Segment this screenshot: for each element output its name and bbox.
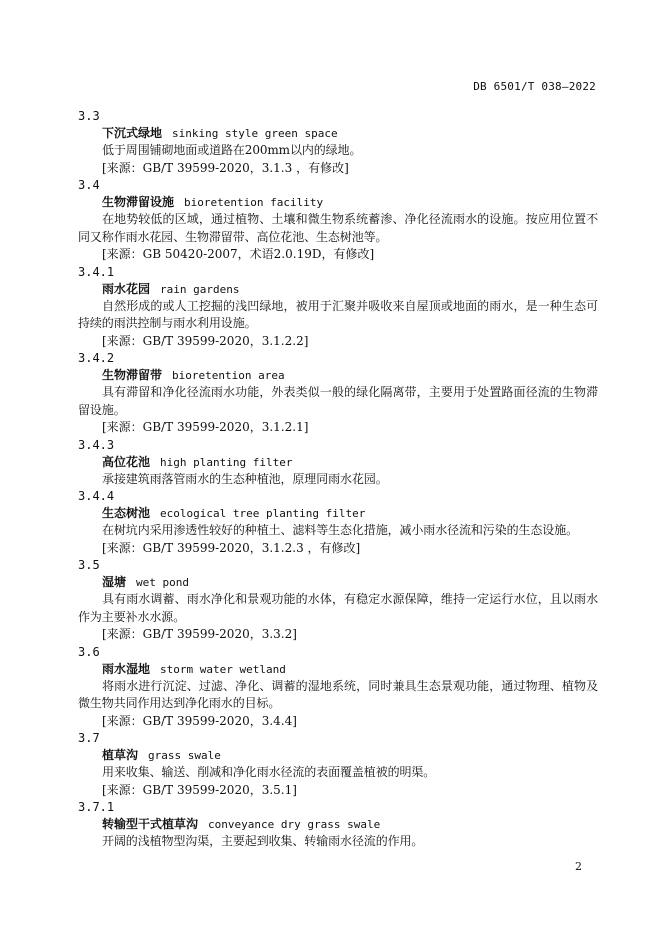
term-source: [来源：GB/T 39599-2020，3.1.2.2] — [102, 333, 309, 348]
term-number: 3.4.3 — [78, 437, 115, 452]
term-number: 3.4.4 — [78, 489, 115, 503]
term-number: 3.7.1 — [78, 800, 115, 814]
term-english: rain gardens — [160, 282, 240, 296]
term-source: [来源：GB/T 39599-2020，3.1.3 ，有修改] — [102, 160, 349, 175]
term-entry — [78, 730, 598, 799]
term-source: [来源：GB/T 39599-2020，3.4.4] — [102, 713, 297, 728]
term-source: [来源：GB 50420-2007，术语2.0.19D，有修改] — [102, 247, 375, 261]
term-heading — [78, 661, 598, 678]
term-definition: 具有滞留和净化径流雨水功能，外表类似一般的绿化隔离带，主要用于处置路面径流的生物滞留设施。 — [78, 385, 598, 417]
term-english: wet pond — [136, 576, 189, 589]
term-number: 3.5 — [78, 558, 100, 572]
term-definition: 开阔的浅植物型沟渠，主要起到收集、转输雨水径流的作用。 — [102, 834, 424, 848]
term-definition: 用来收集、输送、削减和净化雨水径流的表面覆盖植被的明渠。 — [102, 765, 436, 779]
term-chinese: 雨水花园 — [102, 281, 151, 296]
term-definition: 承接建筑雨落管雨水的生态种植池，原理同雨水花园。 — [102, 471, 388, 486]
document-code-header: DB 6501/T 038—2022 — [473, 80, 596, 93]
term-source: [来源：GB/T 39599-2020，3.5.1] — [102, 782, 297, 797]
term-entry — [78, 557, 598, 644]
term-number: 3.7 — [78, 731, 100, 745]
term-chinese: 下沉式绿地 — [102, 126, 163, 140]
term-definition: 低于周围铺砌地面或道路在200mm以内的绿地。 — [102, 143, 362, 157]
term-heading — [78, 505, 598, 522]
term-entry — [78, 264, 598, 351]
term-definition: 具有雨水调蓄、雨水净化和景观功能的水体，有稳定水源保障，维持一定运行水位，且以雨水作为主要补水水源。 — [78, 592, 598, 624]
term-english: high planting filter — [160, 455, 293, 469]
term-number: 3.3 — [78, 109, 100, 123]
term-source: [来源：GB/T 39599-2020，3.3.2] — [102, 627, 297, 641]
term-chinese: 转输型干式植草沟 — [102, 817, 199, 831]
term-heading — [78, 747, 598, 764]
term-chinese: 湿塘 — [102, 575, 127, 589]
term-chinese: 植草沟 — [102, 748, 139, 762]
term-definition: 自然形成的或人工挖掘的浅凹绿地，被用于汇聚并吸收来自屋顶或地面的雨水，是一种生态可持续的雨洪控制与雨水利用设施。 — [78, 298, 598, 330]
term-number: 3.4.1 — [78, 264, 115, 279]
term-chinese: 高位花池 — [102, 454, 151, 469]
term-chinese: 生态树池 — [102, 506, 151, 520]
term-english: grass swale — [148, 749, 221, 762]
term-chinese: 生物滞留带 — [102, 368, 163, 382]
term-heading — [78, 816, 598, 833]
term-heading — [78, 574, 598, 591]
term-heading — [78, 454, 598, 471]
term-chinese: 生物滞留设施 — [102, 195, 175, 209]
term-english: bioretention area — [172, 369, 285, 382]
term-english: ecological tree planting filter — [160, 507, 366, 520]
term-heading — [78, 367, 598, 384]
term-english: conveyance dry grass swale — [208, 818, 381, 831]
terms-list — [78, 108, 598, 851]
term-entry — [78, 799, 598, 851]
term-definition: 将雨水进行沉淀、过滤、净化、调蓄的湿地系统，同时兼具生态景观功能，通过物理、植物及微生物共同作用达到净化雨水的目标。 — [78, 678, 598, 710]
term-heading — [78, 281, 598, 298]
term-source: [来源：GB/T 39599-2020，3.1.2.3 ，有修改] — [102, 540, 361, 555]
term-heading — [78, 194, 598, 211]
term-english: bioretention facility — [184, 196, 324, 209]
term-definition: 在树坑内采用渗透性较好的种植土、滤料等生态化措施，减小雨水径流和污染的生态设施。 — [102, 523, 579, 537]
term-entry — [78, 488, 598, 557]
term-english: sinking style green space — [172, 127, 338, 140]
page-number: 2 — [575, 860, 582, 873]
term-heading — [78, 125, 598, 142]
term-entry — [78, 437, 598, 489]
term-number: 3.4.2 — [78, 351, 115, 365]
term-number: 3.4 — [78, 178, 100, 192]
term-entry — [78, 644, 598, 731]
term-entry — [78, 177, 598, 264]
term-source: [来源：GB/T 39599-2020，3.1.2.1] — [102, 420, 309, 434]
term-chinese: 雨水湿地 — [102, 661, 151, 676]
term-number: 3.6 — [78, 644, 100, 659]
term-english: storm water wetland — [160, 662, 286, 676]
term-definition: 在地势较低的区域，通过植物、土壤和微生物系统蓄渗、净化径流雨水的设施。按应用位置不同又称作雨水花园、生物滞留带、高位花池、生态树池等。 — [78, 212, 598, 244]
term-entry — [78, 108, 598, 177]
term-entry — [78, 350, 598, 437]
